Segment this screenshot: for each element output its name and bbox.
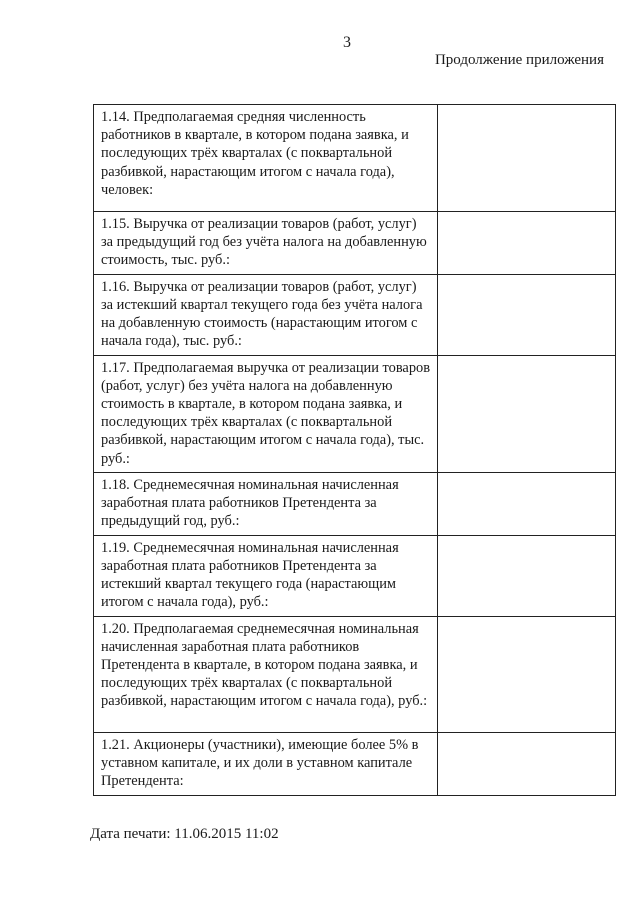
row-label: 1.17. Предполагаемая выручка от реализации товаров (работ, услуг) без учёта налога на добавленную стоимость в квартале, в котором подана заявка, и последующих трёх кварталах (с поквартальной разбивкой, нарастающим итогом с начала года), тыс. руб.:	[94, 355, 438, 472]
row-label: 1.15. Выручка от реализации товаров (работ, услуг) за предыдущий год без учёта налога на добавленную стоимость, тыс. руб.:	[94, 212, 438, 275]
row-label: 1.19. Среднемесячная номинальная начисленная заработная плата работников Претендента за истекший квартал текущего года (нарастающим итогом с начала года), руб.:	[94, 535, 438, 616]
row-label: 1.20. Предполагаемая среднемесячная номинальная начисленная заработная плата работников Претендента в квартале, в котором подана заявка, и последующих трёх кварталах (с поквартальной разбивкой, нарастающим итогом с начала года), руб.:	[94, 616, 438, 732]
row-label: 1.18. Среднемесячная номинальная начисленная заработная плата работников Претендента за предыдущий год, руб.:	[94, 472, 438, 535]
row-label: 1.21. Акционеры (участники), имеющие более 5% в уставном капитале, и их доли в уставном капитале Претендента:	[94, 732, 438, 795]
print-date: Дата печати: 11.06.2015 11:02	[90, 826, 279, 842]
row-value	[438, 105, 616, 212]
form-row-1-20	[94, 616, 616, 732]
row-label: 1.14. Предполагаемая средняя численность работников в квартале, в котором подана заявка, и последующих трёх кварталах (с поквартальной разбивкой, нарастающим итогом с начала года), человек:	[94, 105, 438, 212]
row-value	[438, 616, 616, 732]
form-row-1-14	[94, 105, 616, 212]
row-value	[438, 212, 616, 275]
row-value	[438, 732, 616, 795]
page-number: 3	[343, 34, 351, 51]
form-row-1-15	[94, 212, 616, 275]
application-form-table	[93, 104, 616, 796]
row-value	[438, 274, 616, 355]
row-value	[438, 355, 616, 472]
form-row-1-19	[94, 535, 616, 616]
row-value	[438, 535, 616, 616]
form-row-1-17	[94, 355, 616, 472]
form-row-1-18	[94, 472, 616, 535]
form-row-1-16	[94, 274, 616, 355]
continuation-heading: Продолжение приложения	[434, 52, 604, 68]
form-row-1-21	[94, 732, 616, 795]
row-label: 1.16. Выручка от реализации товаров (работ, услуг) за истекший квартал текущего года без учёта налога на добавленную стоимость (нарастающим итогом с начала года), тыс. руб.:	[94, 274, 438, 355]
row-value	[438, 472, 616, 535]
